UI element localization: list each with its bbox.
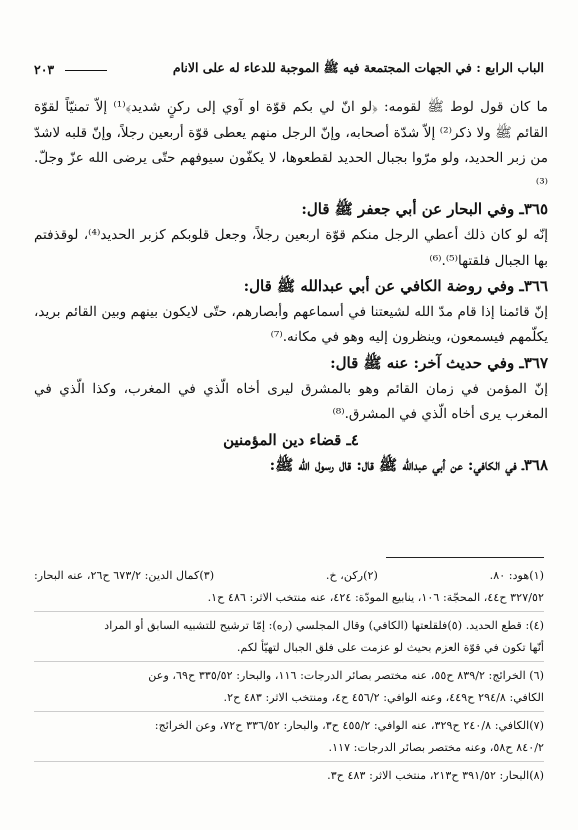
header-rule bbox=[65, 70, 107, 71]
footnote-divider bbox=[34, 661, 544, 662]
footnote-3-cont: ٣٢٧/٥٢ ح٤٤، المحجّة: ١٠٦، ينابيع المودّة: ٤٢٤، عنه منتخب الاثر: ٤٨٦ ح١. bbox=[207, 590, 544, 604]
footnote-separator bbox=[386, 557, 544, 558]
hadith-text-367: إنّ المؤمن في زمان القائم وهو بالمشرق ليرى أخاه الّذي في المغرب، وكذا الّذي في المغرب يرى أخاه الّذي في المشرق.⁽⁸⁾ bbox=[34, 380, 548, 423]
footnote-5-cont: أنّها تكون في قوّة العزم بحيث لو عزمت على فلق الجبال لتهيّأ لكم. bbox=[236, 640, 544, 654]
footnote-3: (٣)كمال الدين: ٦٧٣/٢ ح٢٦، عنه البحار: bbox=[34, 569, 215, 582]
section-title: ٤ـ قضاء دين المؤمنين bbox=[223, 430, 359, 449]
footnote-divider bbox=[34, 761, 544, 762]
footnote-4-5 bbox=[34, 615, 544, 637]
running-header bbox=[34, 58, 544, 80]
footnote-divider bbox=[34, 711, 544, 712]
footnote-1: (١)هود: ٨٠. bbox=[489, 569, 544, 582]
paragraph-lut: ما كان قول لوط ﷺ لقومه: ﴿لو انّ لي بكم قوّة او آوي إلى ركنٍ شديد﴾⁽¹⁾ إلاّ تمنيّاً لقوّة القائم ﷺ ولا ذكر⁽²⁾ إلاّ شدّة أصحابه، وإنّ الرجل منهم يعطى قوّة أربعين رجلاً، وإنّ قلبه لاشدّ من زبر الحديد، ولو مرّوا بجبال الحديد لقطعوها، لا يكفّون سيوفهم حتّى يرضى الله عزّ وجلّ.⁽³⁾ bbox=[34, 99, 548, 192]
footnote-5: (٥)فلقلعتها (الكافي) وقال المجلسي (ره): إمّا ترشيح للتشبيه السابق أو المراد bbox=[104, 619, 463, 632]
hadith-heading-365: ٣٦٥ـ وفي البحار عن أبي جعفر ﷺ قال: bbox=[301, 200, 548, 219]
hadith-heading-367: ٣٦٧ـ وفي حديث آخر: عنه ﷺ قال: bbox=[330, 353, 548, 372]
footnote-6-cont: الكافي: ٢٩٤/٨ ح٤٤٩، وعنه الوافي: ٤٥٦/٢ ح٤، ومنتخب الاثر: ٤٨٣ ح٢. bbox=[223, 690, 544, 704]
footnote-4: (٤): قطع الحديد. bbox=[465, 619, 544, 632]
footnote-8: (٨)البحار: ٣٩١/٥٢ ح٢١٣، منتخب الاثر: ٤٨٣ ح٣. bbox=[327, 769, 544, 782]
page-number: ٢٠٣ bbox=[34, 61, 55, 77]
footnote-6: (٦) الخرائج: ٨٣٩/٢ ح٥٥، عنه مختصر بصائر الدرجات: ١١٦، والبحار: ٣٣٥/٥٢ ح٦٩، وعن bbox=[148, 669, 544, 682]
hadith-heading-366: ٣٦٦ـ وفي روضة الكافي عن أبي عبدالله ﷺ قال: bbox=[243, 277, 548, 296]
header-page-number-wrap bbox=[34, 62, 113, 77]
footnote-row-1 bbox=[34, 565, 544, 587]
footnote-divider bbox=[34, 611, 544, 612]
footnote-7-cont: ٨٤٠/٢ ح٥٨، وعنه مختصر بصائر الدرجات: ١١٧. bbox=[328, 740, 544, 754]
main-text bbox=[34, 95, 548, 479]
footnote-2: (٢)ركن، خ. bbox=[325, 569, 378, 582]
footnote-7: (٧)الكافي: ٢٤٠/٨ ح٣٢٩، عنه الوافي: ٤٥٥/٢ ح٣، والبحار: ٣٣٦/٥٢ ح٧٢، وعن الخرائج: bbox=[154, 719, 544, 732]
header-title: الباب الرابع : في الجهات المجتمعة فيه ﷺ الموجبة للدعاء له على الانام bbox=[172, 59, 544, 75]
hadith-text-365: إنّه لو كان ذلك أعطي الرجل منكم قوّة اربعين رجلاً، وجعل قلوبكم كزبر الحديد⁽⁴⁾، لوقذفتم بها الجبال فلقتها⁽⁵⁾.⁽⁶⁾ bbox=[34, 226, 548, 269]
hadith-text-366: إنّ قائمنا إذا قام مدّ الله لشيعتنا في أسماعهم وأبصارهم، حتّى لايكون بينهم وبين القائم بريد، يكلّمهم فيسمعون، وينظرون إليه وهو في مكانه.⁽⁷⁾ bbox=[34, 303, 548, 346]
footnotes bbox=[34, 565, 544, 787]
hadith-heading-368: ٣٦٨ـ في الكافي: عن أبي عبدالله ﷺ قال: قال رسول الله ﷺ: bbox=[269, 456, 548, 475]
